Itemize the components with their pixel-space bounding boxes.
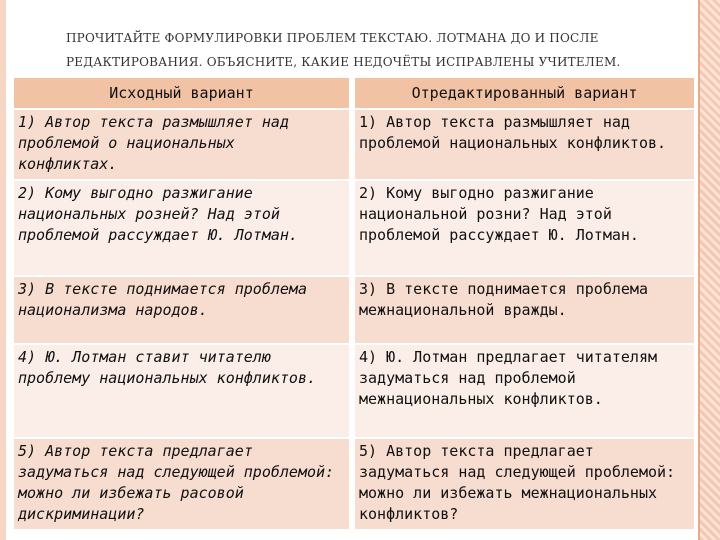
table-row <box>14 344 694 438</box>
table-row <box>14 438 694 530</box>
cell-edited: 2) Кому выгодно разжигание национальной розни? Над этой проблемой рассуждает Ю. Лотман. <box>352 180 694 276</box>
header-edited: Отредактированный вариант <box>352 78 694 109</box>
slide-frame-left <box>0 0 6 540</box>
cell-original: 3) В тексте поднимается проблема национализма народов. <box>14 276 352 344</box>
cell-original: 5) Автор текста предлагает задуматься над следующей проблемой: можно ли избежать расовой дискриминации? <box>14 438 352 530</box>
page-title <box>66 26 666 74</box>
title-line1-suffix: ДО И ПОСЛЕ <box>506 31 599 45</box>
table-header-row <box>14 78 694 109</box>
cell-edited: 1) Автор текста размышляет над проблемой национальных конфликтов. <box>352 109 694 180</box>
table-row <box>14 180 694 276</box>
cell-edited: 4) Ю. Лотман предлагает читателям задуматься над проблемой межнациональных конфликтов. <box>352 344 694 438</box>
header-original: Исходный вариант <box>14 78 352 109</box>
cell-original: 4) Ю. Лотман ставит читателю проблему национальных конфликтов. <box>14 344 352 438</box>
cell-original: 1) Автор текста размышляет над проблемой о национальных конфликтах. <box>14 109 352 180</box>
title-line1-name: Ю. ЛОТМАНА <box>413 31 507 45</box>
title-line1-prefix: ПРОЧИТАЙТЕ ФОРМУЛИРОВКИ ПРОБЛЕМ ТЕКСТА <box>66 31 414 45</box>
cell-edited: 5) Автор текста предлагает задуматься над следующей проблемой: можно ли избежать межнациональных конфликтов? <box>352 438 694 530</box>
title-line2: РЕДАКТИРОВАНИЯ. ОБЪЯСНИТЕ, КАКИЕ НЕДОЧЁТЫ ИСПРАВЛЕНЫ УЧИТЕЛЕМ. <box>66 55 621 69</box>
cell-original: 2) Кому выгодно разжигание национальных розней? Над этой проблемой рассуждает Ю. Лотман. <box>14 180 352 276</box>
cell-edited: 3) В тексте поднимается проблема межнациональной вражды. <box>352 276 694 344</box>
table-row <box>14 109 694 180</box>
table-row <box>14 276 694 344</box>
comparison-table <box>14 78 694 531</box>
slide-frame-right <box>698 0 720 540</box>
